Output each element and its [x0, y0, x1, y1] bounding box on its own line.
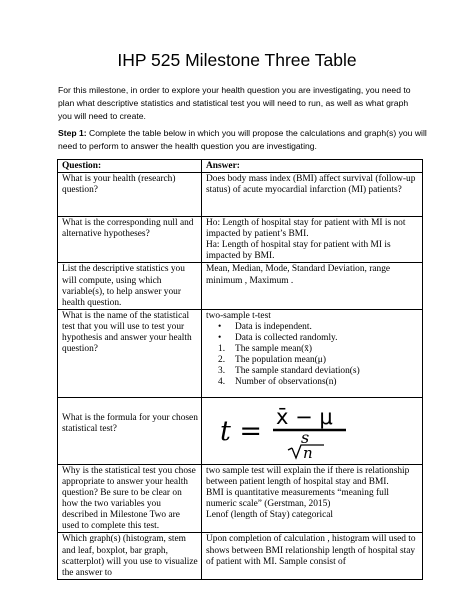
step-text: Complete the table below in which you will propose the calculations and graph(s) you will need to perform to answer the health question you are investigating.	[58, 128, 427, 152]
bullet-icon: •	[218, 321, 222, 332]
intro-paragraph: For this milestone, in order to explore your health question you are investigating, you need to plan what descriptive statistics and statistical test you will need to run, as well as what graph you will need to create.	[58, 85, 411, 122]
list-item: 1. The sample mean(x̄)	[218, 344, 313, 355]
header-question: Question:	[58, 160, 202, 173]
table-row	[58, 263, 423, 309]
table-row	[58, 464, 423, 533]
bullet-icon: •	[218, 333, 222, 344]
sqrt-sign	[288, 448, 292, 450]
null-hypothesis: Ho: Length of hospital stay for patient with MI is not impacted by patient’s BMI.	[206, 218, 406, 240]
row-question: List the descriptive statistics you will compute, using which variable(s), to help answer your health question.	[58, 263, 202, 309]
formula-n: n	[303, 443, 313, 460]
table-row	[58, 397, 423, 464]
row-question: What is your health (research) question?	[58, 173, 202, 217]
row-answer	[202, 217, 423, 263]
formula-s: s	[301, 427, 310, 447]
table-row	[58, 309, 423, 397]
page-title: IHP 525 Milestone Three Table	[117, 50, 357, 70]
list-item: • Data is collected randomly.	[218, 333, 338, 344]
row-answer	[202, 309, 423, 397]
row-question: Why is the statistical test you chose appropriate to answer your health question? Be sure to be clear on how the two variables you described in Milestone Two are used to complete this test.	[58, 464, 202, 533]
test-name: two-sample t-test	[206, 310, 271, 321]
list-item: 4. Number of observations(n)	[218, 377, 337, 388]
table-header-row	[58, 160, 423, 173]
formula-numerator: x̄ − μ	[276, 404, 333, 429]
row-answer: Upon completion of calculation , histogram will used to shows between BMI relationship length of hospital stay of patient with MI. Sample consist of	[202, 533, 423, 579]
step-label: Step 1:	[58, 128, 87, 138]
list-item: 3. The sample standard deviation(s)	[218, 366, 360, 377]
formula-graphic	[218, 402, 378, 460]
formula-lhs: t =	[220, 415, 263, 447]
alternative-hypothesis: Ha: Length of hospital stay for patient with MI is impacted by BMI.	[206, 240, 391, 262]
list-item: • Data is independent.	[218, 321, 312, 332]
row-question: Which graph(s) (histogram, stem and leaf, boxplot, bar graph, scatterplot) will you use to visualize the answer to	[58, 533, 202, 579]
table-row	[58, 217, 423, 263]
list-item: 2. The population mean(μ)	[218, 355, 326, 366]
t-test-formula	[218, 402, 378, 458]
milestone-table	[57, 159, 423, 580]
row-question: What is the corresponding null and alternative hypotheses?	[58, 217, 202, 263]
row-question: What is the name of the statistical test that you will use to test your hypothesis and answer your health question?	[58, 309, 202, 397]
step-instruction	[58, 127, 428, 153]
row-answer	[202, 397, 423, 464]
row-question: What is the formula for your chosen statistical test?	[58, 397, 202, 464]
row-answer: Does body mass index (BMI) affect survival (follow-up status) of acute myocardial infarction (MI) patients?	[202, 173, 423, 217]
header-answer: Answer:	[202, 160, 423, 173]
table-row	[58, 173, 423, 217]
row-answer: two sample test will explain the if there is relationship between patient length of hospital stay and BMI. BMI is quantitative measurements “meaning full numeric scale” (Gerstman, 2015) Lenof (length of Stay) categorical	[202, 464, 423, 533]
table-row	[58, 533, 423, 579]
row-answer: Mean, Median, Mode, Standard Deviation, range minimum , Maximum .	[202, 263, 423, 309]
